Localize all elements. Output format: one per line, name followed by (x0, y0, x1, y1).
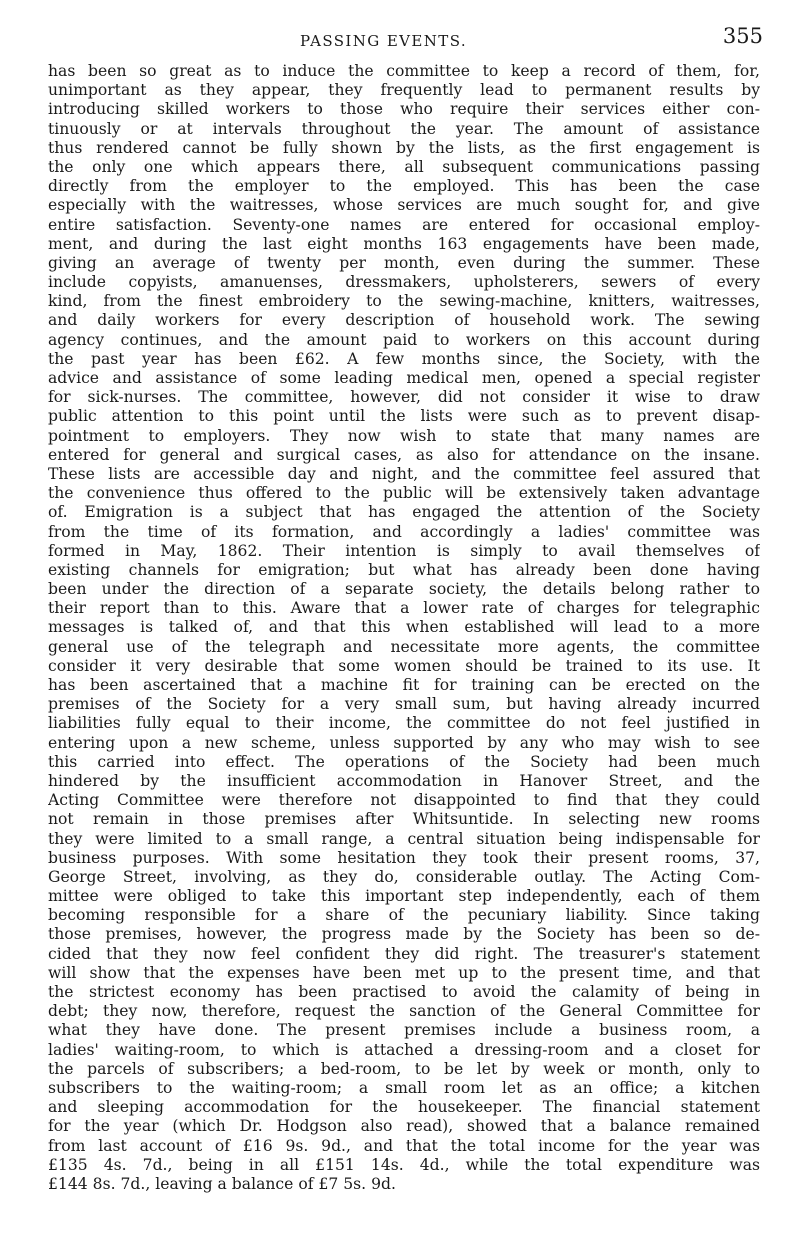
text-line: will show that the expenses have been met up to the present time, and that (48, 963, 760, 982)
text-line: advice and assistance of some leading medical men, opened a special register (48, 369, 760, 387)
text-line: pointment to employers. They now wish to state that many names are (48, 426, 760, 445)
text-line: the past year has been £62. A few months since, the Society, with the (48, 349, 760, 368)
body-text (48, 62, 760, 1194)
text-line: this carried into effect. The operations of the Society had been much (48, 752, 760, 771)
text-line: not remain in those premises after Whitsuntide. In selecting new rooms (48, 810, 760, 829)
text-line: consider it very desirable that some women should be trained to its use. It (48, 656, 760, 675)
text-line: ladies' waiting-room, to which is attached a dressing-room and a closet for (48, 1040, 760, 1059)
text-line: from the time of its formation, and accordingly a ladies' committee was (48, 522, 760, 541)
text-line: what they have done. The present premises include a business room, a (48, 1021, 760, 1040)
text-line: and sleeping accommodation for the housekeeper. The financial statement (48, 1098, 760, 1117)
running-head: PASSING EVENTS. (300, 32, 468, 50)
text-line: messages is talked of, and that this when established will lead to a more (48, 618, 760, 637)
text-line: entire satisfaction. Seventy-one names are entered for occasional employ- (48, 215, 760, 234)
text-line: public attention to this point until the lists were such as to prevent disap- (48, 407, 760, 426)
text-line: becoming responsible for a share of the pecuniary liability. Since taking (48, 906, 760, 925)
text-line: ment, and during the last eight months 163 engagements have been made, (48, 234, 760, 253)
text-line: hindered by the insufficient accommodation in Hanover Street, and the (48, 771, 760, 790)
text-line: the only one which appears there, all subsequent communications passing (48, 157, 760, 176)
text-line: premises of the Society for a very small sum, but having already incurred (48, 695, 760, 714)
text-line: and daily workers for every description of household work. The sewing (48, 311, 760, 330)
text-line: been under the direction of a separate society, the details belong rather to (48, 580, 760, 599)
text-line: debt; they now, therefore, request the sanction of the General Committee for (48, 1002, 760, 1021)
text-line: formed in May, 1862. Their intention is simply to avail themselves of (48, 541, 760, 560)
text-line: entered for general and surgical cases, as also for attendance on the insane. (48, 445, 760, 464)
text-line: introducing skilled workers to those who require their services either con- (48, 100, 760, 119)
text-line: has been ascertained that a machine fit for training can be erected on the (48, 676, 760, 694)
text-line: the convenience thus offered to the public will be extensively taken advantage (48, 484, 760, 503)
text-line: mittee were obliged to take this important step independently, each of them (48, 887, 760, 906)
text-line: £144 8s. 7d., leaving a balance of £7 5s. 9d. (48, 1174, 396, 1193)
text-line: the strictest economy has been practised to avoid the calamity of being in (48, 983, 760, 1001)
text-line: has been so great as to induce the committee to keep a record of them, for, (48, 62, 760, 80)
text-line: giving an average of twenty per month, even during the summer. These (48, 253, 760, 272)
text-line: the parcels of subscribers; a bed-room, to be let by week or month, only to (48, 1059, 760, 1078)
text-line: include copyists, amanuenses, dressmakers, upholsterers, sewers of every (48, 273, 760, 292)
text-line: directly from the employer to the employed. This has been the case (48, 177, 760, 196)
text-line: liabilities fully equal to their income, the committee do not feel justified in (48, 714, 760, 733)
text-line: tinuously or at intervals throughout the year. The amount of assistance (48, 119, 760, 138)
text-line: business purposes. With some hesitation they took their present rooms, 37, (48, 848, 760, 867)
text-line: those premises, however, the progress made by the Society has been so de- (48, 925, 760, 944)
text-line: Acting Committee were therefore not disappointed to find that they could (48, 791, 760, 810)
text-line: unimportant as they appear, they frequently lead to permanent results by (48, 81, 760, 100)
text-line: of. Emigration is a subject that has engaged the attention of the Society (48, 503, 760, 522)
text-line: they were limited to a small range, a central situation being indispensable for (48, 829, 760, 848)
text-line: cided that they now feel confident they did right. The treasurer's statement (48, 944, 760, 963)
text-line: agency continues, and the amount paid to workers on this account during (48, 330, 760, 349)
text-line: for the year (which Dr. Hodgson also read), showed that a balance remained (48, 1117, 760, 1136)
text-line: for sick-nurses. The committee, however, did not consider it wise to draw (48, 388, 760, 407)
text-line: general use of the telegraph and necessitate more agents, the committee (48, 637, 760, 656)
text-line: their report than to this. Aware that a lower rate of charges for telegraphic (48, 599, 760, 618)
text-line: especially with the waitresses, whose services are much sought for, and give (48, 196, 760, 215)
text-line: entering upon a new scheme, unless supported by any who may wish to see (48, 733, 760, 752)
text-line: thus rendered cannot be fully shown by the lists, as the first engagement is (48, 138, 760, 157)
text-line: George Street, involving, as they do, considerable outlay. The Acting Com- (48, 867, 760, 886)
text-line: kind, from the finest embroidery to the sewing-machine, knitters, waitresses, (48, 292, 760, 311)
text-line: existing channels for emigration; but what has already been done having (48, 560, 760, 579)
text-line: £135 4s. 7d., being in all £151 14s. 4d., while the total expenditure was (48, 1155, 760, 1174)
page-number: 355 (722, 24, 763, 48)
text-line: subscribers to the waiting-room; a small room let as an office; a kitchen (48, 1078, 760, 1097)
text-line: These lists are accessible day and night, and the committee feel assured that (48, 464, 760, 483)
text-line: from last account of £16 9s. 9d., and that the total income for the year was (48, 1136, 760, 1155)
